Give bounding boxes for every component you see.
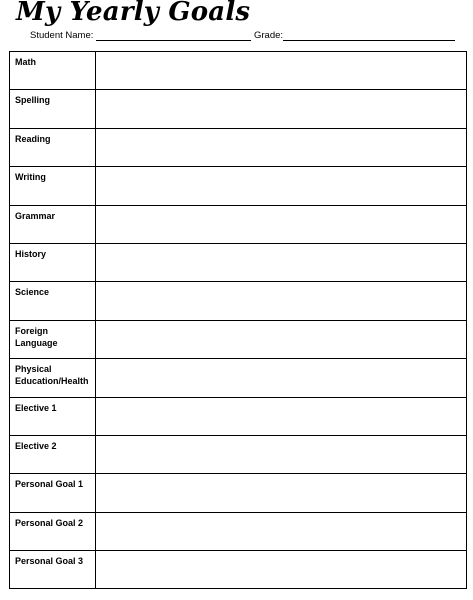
subject-label: Physical Education/Health bbox=[10, 359, 96, 397]
grade-field[interactable] bbox=[283, 40, 455, 41]
goal-field-physical-education[interactable] bbox=[96, 359, 467, 397]
goal-field-personal-goal-3[interactable] bbox=[96, 551, 467, 589]
student-info-row bbox=[30, 30, 460, 44]
student-name-label: Student Name: bbox=[30, 30, 94, 41]
grade-label: Grade: bbox=[254, 30, 284, 41]
goal-field-spelling[interactable] bbox=[96, 90, 467, 128]
table-row bbox=[10, 90, 467, 128]
table-row bbox=[10, 205, 467, 243]
table-row bbox=[10, 551, 467, 589]
subject-label: Grammar bbox=[10, 205, 96, 243]
goal-field-reading[interactable] bbox=[96, 128, 467, 166]
table-row bbox=[10, 397, 467, 435]
goal-field-foreign-language[interactable] bbox=[96, 320, 467, 358]
student-name-field[interactable] bbox=[96, 40, 251, 41]
table-row bbox=[10, 359, 467, 397]
goal-field-math[interactable] bbox=[96, 52, 467, 90]
subject-label: Reading bbox=[10, 128, 96, 166]
page-title: My Yearly Goals bbox=[16, 0, 251, 27]
subject-label: Elective 2 bbox=[10, 435, 96, 473]
goal-field-elective-1[interactable] bbox=[96, 397, 467, 435]
table-row bbox=[10, 52, 467, 90]
goal-field-science[interactable] bbox=[96, 282, 467, 320]
subject-label: Elective 1 bbox=[10, 397, 96, 435]
goal-field-personal-goal-2[interactable] bbox=[96, 512, 467, 550]
subject-label: Personal Goal 1 bbox=[10, 474, 96, 512]
goal-field-grammar[interactable] bbox=[96, 205, 467, 243]
goal-field-personal-goal-1[interactable] bbox=[96, 474, 467, 512]
subject-label: Writing bbox=[10, 167, 96, 205]
goal-field-history[interactable] bbox=[96, 243, 467, 281]
table-row bbox=[10, 167, 467, 205]
subject-label: Spelling bbox=[10, 90, 96, 128]
goal-field-writing[interactable] bbox=[96, 167, 467, 205]
table-row bbox=[10, 128, 467, 166]
subject-label: Foreign Language bbox=[10, 320, 96, 358]
table-row bbox=[10, 282, 467, 320]
table-row bbox=[10, 512, 467, 550]
table-row bbox=[10, 320, 467, 358]
subject-label: Science bbox=[10, 282, 96, 320]
table-row bbox=[10, 474, 467, 512]
table-row bbox=[10, 435, 467, 473]
goals-table bbox=[9, 51, 467, 589]
subject-label: Personal Goal 3 bbox=[10, 551, 96, 589]
table-row bbox=[10, 243, 467, 281]
goal-field-elective-2[interactable] bbox=[96, 435, 467, 473]
subject-label: Math bbox=[10, 52, 96, 90]
subject-label: Personal Goal 2 bbox=[10, 512, 96, 550]
subject-label: History bbox=[10, 243, 96, 281]
